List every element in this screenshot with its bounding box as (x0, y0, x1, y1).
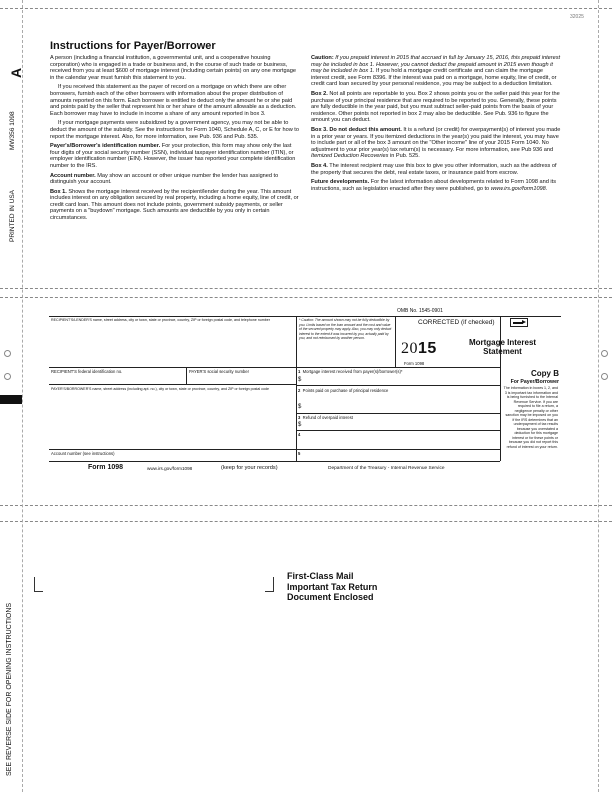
window-corner-mark (265, 577, 274, 592)
form-border (49, 316, 561, 317)
recipient-id-label: RECIPIENT'S federal identification no. (51, 369, 123, 374)
form-divider (296, 316, 297, 461)
payer-ssn-field[interactable] (190, 375, 290, 383)
copy-subtitle: For Payer/Borrower (510, 379, 559, 385)
paragraph-heading: Future developments. (311, 179, 370, 186)
instructions-right-column (311, 55, 561, 195)
paragraph: If your mortgage payments were subsidized by a government agency, you may not be able to deduct the amount of the subsidy. See the instructions for Form 1040, Schedule A, C, or E for how to report the mortgage interest. Also, for more information, see Pub. 936 and Pub. 535. (50, 120, 299, 140)
box-1-label: 1 Mortgage interest received from payer(s)/borrower(s)* (298, 369, 403, 374)
box-5-label: 5 (298, 451, 301, 456)
payer-field[interactable] (52, 395, 292, 447)
instructions-left-column (50, 55, 300, 225)
form-row-line (49, 384, 296, 385)
recipient-id-field[interactable] (52, 375, 182, 383)
account-label: Account number (see instructions) (51, 451, 115, 456)
mailer-notice (287, 571, 377, 603)
instructions-title: Instructions for Payer/Borrower (50, 40, 216, 52)
account-field[interactable] (52, 456, 292, 461)
corrected-checkbox[interactable] (510, 318, 528, 327)
paragraph-heading: Box 2. (311, 90, 328, 97)
pinfeed-hole (601, 373, 608, 380)
caution-note: * Caution: The amount shown may not be fully deductible by you. Limits based on the loan amount and the cost and value of the secured property may apply. Also, you may only deduct interest to the extent it was incurred by you, actually paid by you, and not reimbursed by another person. (299, 318, 392, 341)
form-row-line (296, 413, 500, 414)
paragraph-heading: Box 3. Do not deduct this amount. (311, 126, 402, 133)
copy-notice: The information in boxes 1, 2, and 3 is important tax information and is being furnished to the Internal Revenue Service. If you are required to file a return, a negligence penalty or other sanction may be imposed on you if the IRS determines that an underpayment of tax results because you overstated a deduction for this mortgage interest or for these points or because you did not report this refund of interest on your return. (503, 386, 558, 449)
box-3-dollar: $ (298, 422, 302, 428)
paragraph: Payer's/Borrower's identification number. For your protection, this form may show only the last four digits of your social security number (SSN), individual taxpayer identification number (ITIN), or employer identification number (EIN). However, the issuer has reported your complete identification number to the IRS. (50, 143, 296, 169)
box-2-field[interactable] (305, 402, 495, 411)
box-5-field[interactable] (305, 452, 495, 460)
mailer-line: Document Enclosed (287, 592, 374, 602)
pinfeed-hole (4, 350, 11, 357)
form-border (49, 461, 500, 462)
paragraph: Caution: If you prepaid interest in 2015 that accrued in full by January 15, 2016, this prepaid interest may be included in box 1. However, you cannot deduct the prepaid amount in 2015 even though it may be included in box 1. If you hold a mortgage credit certificate and can claim the mortgage interest credit, see Form 8396. If the interest was paid on a mortgage, home equity, line of credit, or credit card loan secured by your personal residence, you may be subject to a deduction limitation. (311, 55, 561, 88)
paragraph: Account number. May show an account or other unique number the lender has assigned to distinguish your account. (50, 172, 279, 186)
box-2-dollar: $ (298, 404, 302, 410)
form-title: Mortgage Interest Statement (468, 338, 537, 356)
box-2-label: 2 Points paid on purchase of principal residence (298, 388, 389, 393)
side-letter: A (8, 67, 24, 78)
left-perforation (22, 0, 23, 792)
paragraph-heading: Caution: (311, 55, 334, 61)
irs-link[interactable]: www.irs.gov/form1098 (490, 185, 546, 192)
box-4-label: 4 (298, 432, 301, 437)
registration-mark (0, 395, 22, 404)
payer-label: PAYER'S/BORROWER'S name, street address (including apt. no.), city or town, state or province, country, and ZIP or foreign postal code (51, 387, 270, 391)
right-perforation (598, 0, 599, 792)
form-number-small: Form 1098 (404, 361, 425, 366)
paragraph: Box 4. The interest recipient may use this box to give you other information, such as the address of the property that secures the debt, real estate taxes, or insurance paid from escrow. (311, 162, 557, 176)
footer-department: Department of the Treasury - Internal Revenue Service (328, 466, 445, 471)
form-row-line (296, 367, 500, 368)
form-divider (186, 367, 187, 384)
paragraph: Box 2. Not all points are reportable to you. Box 2 shows points you or the seller paid this year for the purchase of your principal residence that are required to be reported to you. Generally, these points are fully deductible in the year paid, but you must subtract seller-paid points from the basis of your residence. Other points not reported in box 2 may also be deductible. See Pub. 936 to figure the amount you can deduct. (311, 90, 560, 124)
recipient-label: RECIPIENT'S/LENDER'S name, street address, city or town, state or province, country, ZIP or foreign postal code, and telephone number (51, 318, 270, 322)
box-1-dollar: $ (298, 377, 302, 383)
mailer-line: Important Tax Return (287, 581, 378, 592)
box-4-field[interactable] (305, 432, 495, 446)
copy-label: Copy B (531, 369, 559, 378)
mailer-line: First-Class Mail (287, 571, 354, 581)
tax-year: 2015 (401, 340, 437, 357)
box-1-field[interactable] (305, 376, 495, 384)
reverse-note: SEE REVERSE SIDE FOR OPENING INSTRUCTIONS (6, 602, 13, 776)
form-row-line (296, 385, 500, 386)
footer-url[interactable]: www.irs.gov/form1098 (147, 466, 193, 471)
perforation-line (0, 297, 612, 298)
arrow-head-icon (522, 320, 526, 324)
payer-ssn-label: PAYER'S social security number (189, 369, 249, 374)
box-3-label: 3 Refund of overpaid interest (298, 415, 353, 420)
form-row-line (296, 430, 500, 431)
footer-keep: (keep for your records) (221, 465, 278, 471)
perforation-line (0, 505, 612, 506)
paragraph-heading: Box 1. (50, 188, 67, 195)
recipient-field[interactable] (52, 326, 292, 366)
printed-in: PRINTED IN USA (9, 189, 16, 242)
perforation-line (0, 521, 612, 522)
product-code: MW356 1098 (9, 111, 16, 150)
omb-number: OMB No. 1545-0901 (397, 308, 443, 314)
paragraph-heading: Payer's/Borrower's identification number. (50, 143, 161, 150)
box-3-field[interactable] (305, 421, 495, 429)
form-divider (395, 316, 396, 367)
form-row-line (49, 367, 296, 368)
paragraph-heading: Box 4. (311, 162, 328, 169)
page-code: 32025 (570, 14, 584, 20)
paragraph: If you received this statement as the payer of record on a mortgage on which there are other borrowers, furnish each of the other borrowers with information about the proper distribution of amounts reported on this form. Each borrower is entitled to deduct only the amount he or she paid and points paid by the seller that represent his or her share of the amount allowable as a deduction. Each borrower may have to include in income a share of any amount reported in box 3. (50, 84, 297, 117)
form-row-line (49, 449, 500, 450)
top-perforation (0, 8, 612, 9)
paragraph-heading: Account number. (50, 172, 96, 179)
corrected-label: CORRECTED (if checked) (418, 319, 495, 326)
window-corner-mark (34, 577, 43, 592)
paragraph: Future developments. For the latest information about developments related to Form 1098 and its instructions, such as legislation enacted after they were published, go to www.irs.gov/form1098. (311, 179, 557, 192)
footer-form-number: Form 1098 (88, 464, 124, 471)
perforation-line (0, 288, 612, 289)
pinfeed-hole (4, 373, 11, 380)
paragraph: Box 3. Do not deduct this amount. It is a refund (or credit) for overpayment(s) of interest you made in a prior year or years. If you itemized deductions in the year(s) you paid the interest, you may have to include part or all of the box 3 amount on the "Other income" line of your 2015 Form 1040. No adjustment to your prior year(s) tax return(s) is necessary. For more information, see Pub 936 and Itemized Deduction Recoveries in Pub. 525. (311, 126, 561, 160)
paragraph: Box 1. Shows the mortgage interest received by the recipient/lender during the year. This amount includes interest on any obligation secured by real property, including a home equity, line of credit, or credit card loan. This amount does not include points, government subsidy payments, or seller payments on a "buydown" mortgage. Such amounts are deductible by you only in certain circumstances. (50, 188, 299, 222)
pinfeed-hole (601, 350, 608, 357)
paragraph: A person (including a financial institution, a governmental unit, and a cooperative housing corporation) who is engaged in a trade or business and, in the course of such trade or business, received from you at least $600 of mortgage interest (including certain points) on any one mortgage in the calendar year must furnish this statement to you. (50, 55, 296, 81)
